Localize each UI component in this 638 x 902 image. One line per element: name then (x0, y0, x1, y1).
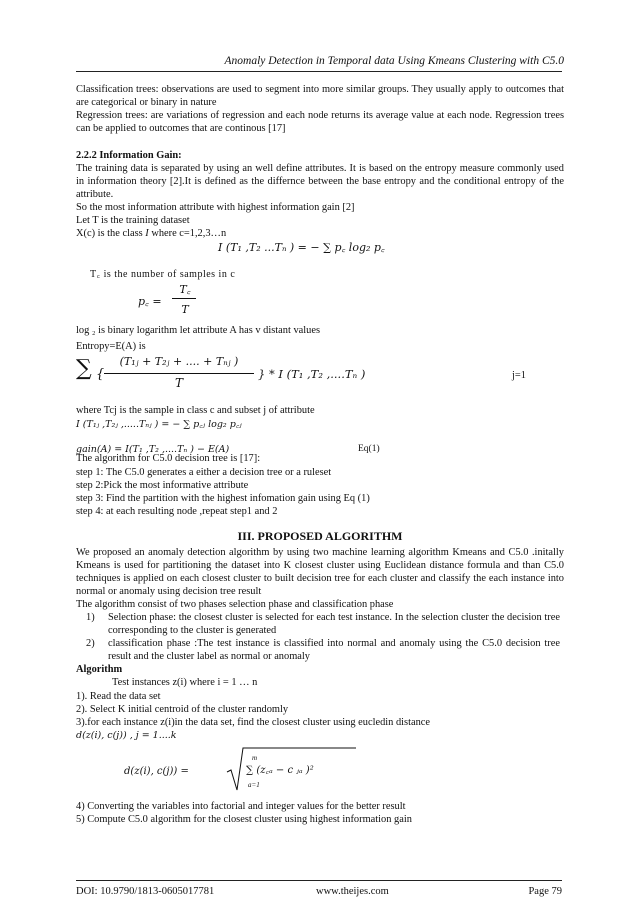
distance-sum-lower: a=1 (248, 781, 260, 789)
alg-step-3: 3).for each instance z(i)in the data set, find the closest cluster using eucledin distance (76, 717, 431, 728)
proposed-paragraph: We proposed an anomaly detection algorithm by using two machine learning algorithm Kmeans and C5.0 .initally Kmeans is used for partitioning the dataset into K closest cluster using Euclidean distance formula and than C5.0 techniques is applied on each closest cluster to built decision tree for each cluster and classify the each instance into normal or anomaly using decision tree result (76, 547, 564, 597)
conditional-entropy-equation: I (T₁ⱼ ,T₂ⱼ ,.....Tₙⱼ ) = − ∑ p꜀ⱼ log₂ p꜀ⱼ (76, 419, 242, 430)
gain-equation: gain(A) = I(T₁ ,T₂ ,....Tₙ ) − E(A) (76, 444, 230, 455)
header-rule (76, 71, 562, 72)
sum-fraction-bar (104, 373, 254, 374)
info-gain-statement: So the most information attribute with highest information gain [2] (76, 202, 355, 213)
summation-symbol: ∑ (76, 356, 92, 381)
alg-step-2: 2). Select K initial centroid of the cluster randomly (76, 704, 289, 715)
footer-doi: DOI: 10.9790/1813-0605017781 (76, 886, 215, 897)
alg-step-4: 4) Converting the variables into factorial and integer values for the better result (76, 801, 406, 812)
footer-page: Page 79 (528, 886, 562, 897)
distance-short-equation: d(z(i), c(j)) , j = 1....k (76, 730, 177, 741)
running-header: Anomaly Detection in Temporal data Using Kmeans Clustering with C5.0 (224, 55, 564, 67)
section-title: III. PROPOSED ALGORITHM (237, 529, 403, 543)
pc-lhs: p꜀ = (138, 295, 162, 308)
pc-fraction-bar (172, 298, 196, 299)
phases-intro: The algorithm consist of two phases selection phase and classification phase (76, 599, 394, 610)
alg-step-5: 5) Compute C5.0 algorithm for the closest cluster using highest information gain (76, 814, 412, 825)
class-definition-line: X(c) is the class I where c=1,2,3…n (76, 228, 227, 239)
sum-index: j=1 (512, 370, 526, 381)
algorithm-heading: Algorithm (76, 664, 123, 675)
c50-step-4: step 4: at each resulting node ,repeat step1 and 2 (76, 506, 278, 517)
distance-sum: ∑ (z꜀ₐ − c ⱼₐ )² (246, 765, 314, 776)
footer-site: www.theijes.com (316, 886, 389, 897)
pc-denominator: T (181, 303, 189, 316)
classification-paragraph: Classification trees: observations are used to segment into more similar groups. They usually apply to outcomes that are categorical or binary in nature (76, 84, 564, 108)
entropy-label: Entropy=E(A) is (76, 341, 146, 352)
info-gain-heading: 2.2.2 Information Gain: (76, 150, 182, 161)
entropy-equation: I (T₁ ,T₂ ...Tₙ ) = − ∑ p꜀ log₂ p꜀ (218, 241, 385, 254)
log-definition: log ₂ is binary logarithm let attribute A has v distant values (76, 325, 321, 336)
brace-open: { (96, 367, 105, 382)
regression-paragraph: Regression trees: are variations of regression and each node returns its average value at each node. Regression trees can be applied to outcomes that are continous [17] (76, 110, 564, 134)
sum-numerator: (T₁ⱼ + T₂ⱼ + .... + Tₙⱼ ) (119, 355, 239, 368)
c50-step-1: step 1: The C5.0 generates a either a decision tree or a ruleset (76, 467, 332, 478)
sum-denominator: T (174, 376, 183, 390)
training-dataset-line: Let T is the training dataset (76, 215, 190, 226)
equation-number: Eq(1) (358, 444, 380, 454)
tcj-definition: where Tcj is the sample in class c and subset j of attribute (76, 405, 315, 416)
alg-step-1: 1). Read the data set (76, 691, 161, 702)
c50-step-3: step 3: Find the partition with the highest infomation gain using Eq (1) (76, 493, 370, 504)
pc-numerator: T꜀ (179, 283, 191, 296)
test-instances-line: Test instances z(i) where i = 1 … n (112, 677, 258, 688)
footer-rule (76, 880, 562, 881)
sum-rhs: } * I (T₁ ,T₂ ,....Tₙ ) (258, 367, 366, 381)
c50-step-2: step 2:Pick the most informative attribute (76, 480, 249, 491)
distance-sum-upper: m (252, 754, 258, 762)
tc-definition: T꜀ is the number of samples in c (90, 269, 236, 280)
distance-lhs: d(z(i), c(j)) = (124, 766, 189, 777)
info-gain-paragraph: The training data is separated by using an well define attributes. It is based on the entropy measure commonly used in information theory [2].It is defined as the differnce between the base entropy and the conditional entropy of the attribute. (76, 163, 564, 200)
c50-intro: The algorithm for C5.0 decision tree is [17]: (76, 453, 261, 464)
